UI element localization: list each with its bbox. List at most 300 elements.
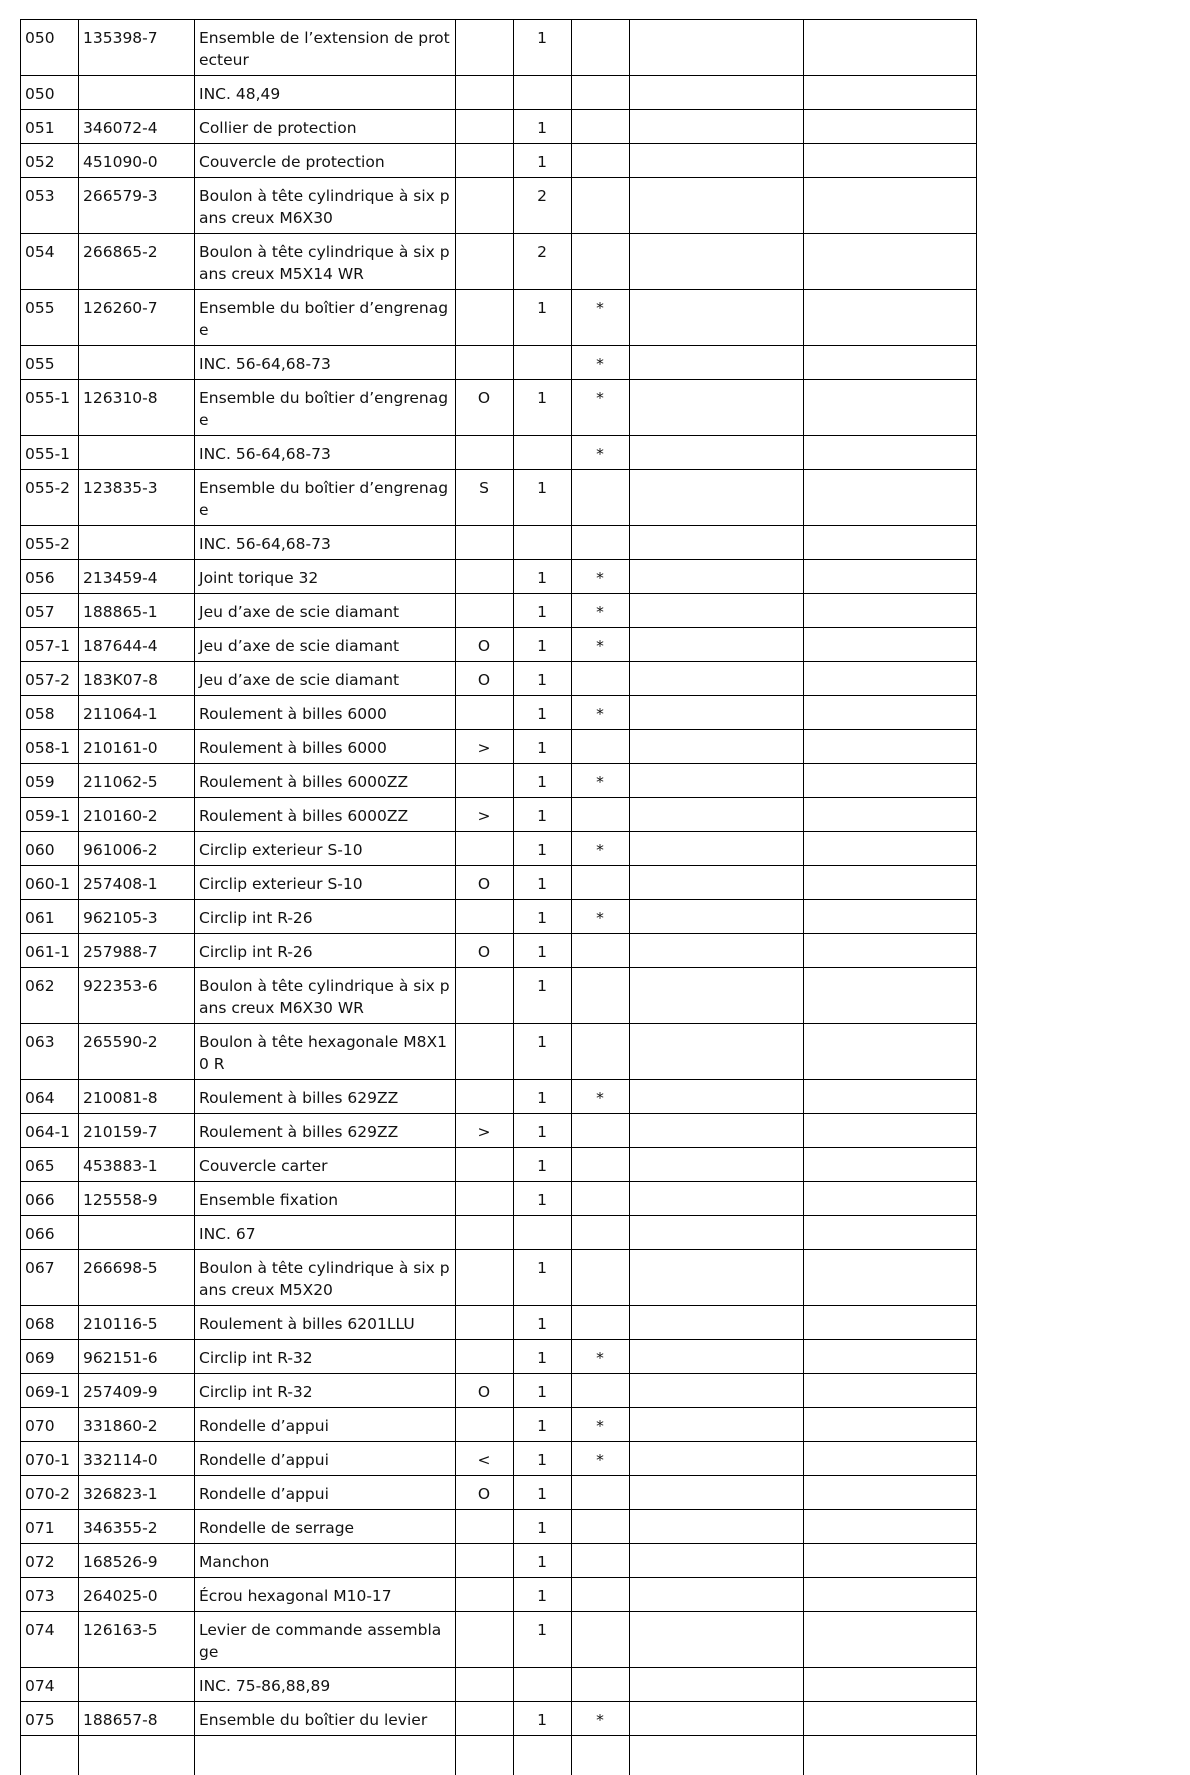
part-no-cell: 451090-0 [79, 144, 195, 178]
extra-cell-2 [804, 1408, 977, 1442]
part-no-cell: 168526-9 [79, 1544, 195, 1578]
empty-cell [630, 1736, 804, 1775]
note-cell [456, 1668, 514, 1702]
mark-cell [572, 934, 630, 968]
qty-cell: 1 [514, 1544, 572, 1578]
table-row [21, 470, 977, 526]
extra-cell-2 [804, 900, 977, 934]
note-cell [456, 1024, 514, 1080]
part-no-cell: 213459-4 [79, 560, 195, 594]
mark-cell [572, 1148, 630, 1182]
mark-cell [572, 1024, 630, 1080]
extra-cell-2 [804, 178, 977, 234]
note-cell [456, 1148, 514, 1182]
description-cell: INC. 67 [195, 1216, 456, 1250]
note-cell [456, 1216, 514, 1250]
note-cell [456, 1510, 514, 1544]
qty-cell: 1 [514, 764, 572, 798]
mark-cell [572, 20, 630, 76]
part-no-cell: 210081-8 [79, 1080, 195, 1114]
extra-cell-1 [630, 1114, 804, 1148]
qty-cell: 1 [514, 1080, 572, 1114]
table-row [21, 290, 977, 346]
table-row [21, 1340, 977, 1374]
item-no-cell: 058-1 [21, 730, 79, 764]
note-cell [456, 764, 514, 798]
note-cell [456, 436, 514, 470]
extra-cell-1 [630, 1612, 804, 1668]
table-row [21, 380, 977, 436]
note-cell: > [456, 1114, 514, 1148]
table-row [21, 1114, 977, 1148]
extra-cell-1 [630, 234, 804, 290]
item-no-cell: 055-2 [21, 470, 79, 526]
mark-cell [572, 1578, 630, 1612]
table-row-continuation [21, 1736, 977, 1775]
part-no-cell: 331860-2 [79, 1408, 195, 1442]
item-no-cell: 059-1 [21, 798, 79, 832]
item-no-cell: 061-1 [21, 934, 79, 968]
description-cell: Levier de commande assemblage [195, 1612, 456, 1668]
mark-cell: * [572, 436, 630, 470]
note-cell: > [456, 798, 514, 832]
qty-cell: 1 [514, 798, 572, 832]
extra-cell-1 [630, 798, 804, 832]
table-row [21, 730, 977, 764]
part-no-cell: 126163-5 [79, 1612, 195, 1668]
extra-cell-2 [804, 560, 977, 594]
extra-cell-1 [630, 866, 804, 900]
empty-cell [572, 1736, 630, 1775]
qty-cell: 2 [514, 234, 572, 290]
extra-cell-2 [804, 1148, 977, 1182]
description-cell: Boulon à tête cylindrique à six pans creux M5X20 [195, 1250, 456, 1306]
part-no-cell: 962151-6 [79, 1340, 195, 1374]
item-no-cell: 070 [21, 1408, 79, 1442]
note-cell [456, 1612, 514, 1668]
part-no-cell: 210116-5 [79, 1306, 195, 1340]
part-no-cell: 257988-7 [79, 934, 195, 968]
extra-cell-1 [630, 1080, 804, 1114]
extra-cell-1 [630, 1510, 804, 1544]
part-no-cell: 264025-0 [79, 1578, 195, 1612]
extra-cell-2 [804, 1250, 977, 1306]
description-cell: Rondelle d’appui [195, 1476, 456, 1510]
description-cell: Circlip int R-32 [195, 1374, 456, 1408]
item-no-cell: 058 [21, 696, 79, 730]
item-no-cell: 057-1 [21, 628, 79, 662]
table-row [21, 1182, 977, 1216]
item-no-cell: 069 [21, 1340, 79, 1374]
qty-cell: 1 [514, 1374, 572, 1408]
qty-cell: 1 [514, 662, 572, 696]
note-cell [456, 594, 514, 628]
extra-cell-2 [804, 526, 977, 560]
extra-cell-1 [630, 380, 804, 436]
extra-cell-1 [630, 696, 804, 730]
part-no-cell [79, 1216, 195, 1250]
description-cell: Roulement à billes 629ZZ [195, 1080, 456, 1114]
extra-cell-1 [630, 1148, 804, 1182]
part-no-cell: 266579-3 [79, 178, 195, 234]
extra-cell-2 [804, 1024, 977, 1080]
description-cell: Ensemble fixation [195, 1182, 456, 1216]
table-row [21, 1476, 977, 1510]
qty-cell: 1 [514, 832, 572, 866]
description-cell: INC. 56-64,68-73 [195, 526, 456, 560]
table-row [21, 178, 977, 234]
description-cell: Ensemble de l’extension de protecteur [195, 20, 456, 76]
table-row [21, 1216, 977, 1250]
extra-cell-1 [630, 470, 804, 526]
item-no-cell: 061 [21, 900, 79, 934]
item-no-cell: 066 [21, 1182, 79, 1216]
part-no-cell: 125558-9 [79, 1182, 195, 1216]
item-no-cell: 050 [21, 20, 79, 76]
part-no-cell [79, 1668, 195, 1702]
description-cell: INC. 56-64,68-73 [195, 346, 456, 380]
description-cell: INC. 48,49 [195, 76, 456, 110]
qty-cell: 1 [514, 696, 572, 730]
qty-cell: 1 [514, 560, 572, 594]
item-no-cell: 054 [21, 234, 79, 290]
mark-cell [572, 234, 630, 290]
description-cell: Couvercle carter [195, 1148, 456, 1182]
parts-list-body [21, 20, 977, 1775]
qty-cell: 1 [514, 470, 572, 526]
extra-cell-1 [630, 76, 804, 110]
table-row [21, 110, 977, 144]
note-cell [456, 178, 514, 234]
note-cell: O [456, 662, 514, 696]
note-cell: < [456, 1442, 514, 1476]
item-no-cell: 055-2 [21, 526, 79, 560]
description-cell: Circlip exterieur S-10 [195, 832, 456, 866]
qty-cell: 1 [514, 866, 572, 900]
item-no-cell: 055-1 [21, 380, 79, 436]
extra-cell-1 [630, 1250, 804, 1306]
item-no-cell: 057-2 [21, 662, 79, 696]
empty-cell [514, 1736, 572, 1775]
qty-cell: 2 [514, 178, 572, 234]
mark-cell [572, 110, 630, 144]
note-cell [456, 20, 514, 76]
extra-cell-2 [804, 968, 977, 1024]
qty-cell: 1 [514, 1306, 572, 1340]
extra-cell-1 [630, 594, 804, 628]
extra-cell-1 [630, 290, 804, 346]
part-no-cell: 211064-1 [79, 696, 195, 730]
item-no-cell: 067 [21, 1250, 79, 1306]
description-cell: Circlip int R-32 [195, 1340, 456, 1374]
mark-cell [572, 1306, 630, 1340]
note-cell [456, 346, 514, 380]
qty-cell: 1 [514, 1578, 572, 1612]
table-row [21, 934, 977, 968]
mark-cell: * [572, 1080, 630, 1114]
table-row [21, 76, 977, 110]
item-no-cell: 075 [21, 1702, 79, 1736]
description-cell: Rondelle d’appui [195, 1442, 456, 1476]
mark-cell: * [572, 1702, 630, 1736]
extra-cell-2 [804, 1578, 977, 1612]
mark-cell: * [572, 900, 630, 934]
mark-cell: * [572, 290, 630, 346]
note-cell [456, 1702, 514, 1736]
extra-cell-2 [804, 144, 977, 178]
note-cell [456, 968, 514, 1024]
part-no-cell: 126310-8 [79, 380, 195, 436]
description-cell: Circlip int R-26 [195, 900, 456, 934]
part-no-cell: 346355-2 [79, 1510, 195, 1544]
item-no-cell: 073 [21, 1578, 79, 1612]
description-cell: Roulement à billes 6000ZZ [195, 764, 456, 798]
description-cell: Circlip int R-26 [195, 934, 456, 968]
note-cell [456, 832, 514, 866]
part-no-cell: 188657-8 [79, 1702, 195, 1736]
item-no-cell: 050 [21, 76, 79, 110]
extra-cell-2 [804, 110, 977, 144]
table-row [21, 1702, 977, 1736]
qty-cell [514, 1216, 572, 1250]
table-row [21, 1544, 977, 1578]
note-cell [456, 1250, 514, 1306]
description-cell: Roulement à billes 6000 [195, 730, 456, 764]
mark-cell: * [572, 1340, 630, 1374]
extra-cell-1 [630, 1182, 804, 1216]
qty-cell: 1 [514, 1408, 572, 1442]
extra-cell-1 [630, 436, 804, 470]
empty-cell [804, 1736, 977, 1775]
table-row [21, 346, 977, 380]
note-cell [456, 234, 514, 290]
mark-cell [572, 526, 630, 560]
description-cell: Rondelle de serrage [195, 1510, 456, 1544]
part-no-cell [79, 76, 195, 110]
empty-cell [456, 1736, 514, 1775]
item-no-cell: 068 [21, 1306, 79, 1340]
qty-cell: 1 [514, 290, 572, 346]
description-cell: Roulement à billes 6000 [195, 696, 456, 730]
qty-cell: 1 [514, 20, 572, 76]
part-no-cell: 346072-4 [79, 110, 195, 144]
part-no-cell: 188865-1 [79, 594, 195, 628]
note-cell: O [456, 1476, 514, 1510]
table-row [21, 1250, 977, 1306]
note-cell [456, 696, 514, 730]
extra-cell-2 [804, 1340, 977, 1374]
qty-cell [514, 76, 572, 110]
description-cell: Manchon [195, 1544, 456, 1578]
extra-cell-1 [630, 110, 804, 144]
extra-cell-2 [804, 866, 977, 900]
item-no-cell: 051 [21, 110, 79, 144]
part-no-cell: 453883-1 [79, 1148, 195, 1182]
table-row [21, 866, 977, 900]
qty-cell [514, 1668, 572, 1702]
extra-cell-1 [630, 832, 804, 866]
part-no-cell: 257409-9 [79, 1374, 195, 1408]
description-cell: Circlip exterieur S-10 [195, 866, 456, 900]
item-no-cell: 055-1 [21, 436, 79, 470]
mark-cell: * [572, 628, 630, 662]
note-cell [456, 290, 514, 346]
extra-cell-2 [804, 1442, 977, 1476]
extra-cell-2 [804, 290, 977, 346]
part-no-cell: 126260-7 [79, 290, 195, 346]
extra-cell-1 [630, 662, 804, 696]
note-cell: O [456, 1374, 514, 1408]
description-cell: Boulon à tête cylindrique à six pans creux M6X30 WR [195, 968, 456, 1024]
item-no-cell: 053 [21, 178, 79, 234]
item-no-cell: 060-1 [21, 866, 79, 900]
extra-cell-1 [630, 1442, 804, 1476]
table-row [21, 798, 977, 832]
note-cell: O [456, 380, 514, 436]
extra-cell-2 [804, 594, 977, 628]
mark-cell: * [572, 1442, 630, 1476]
description-cell: Roulement à billes 6000ZZ [195, 798, 456, 832]
table-row [21, 764, 977, 798]
extra-cell-2 [804, 1476, 977, 1510]
qty-cell: 1 [514, 380, 572, 436]
extra-cell-2 [804, 1544, 977, 1578]
empty-cell [21, 1736, 79, 1775]
table-row [21, 968, 977, 1024]
extra-cell-1 [630, 346, 804, 380]
extra-cell-2 [804, 1080, 977, 1114]
qty-cell: 1 [514, 1612, 572, 1668]
table-row [21, 1148, 977, 1182]
mark-cell [572, 1668, 630, 1702]
description-cell: Roulement à billes 629ZZ [195, 1114, 456, 1148]
qty-cell: 1 [514, 594, 572, 628]
extra-cell-2 [804, 1612, 977, 1668]
description-cell: Ensemble du boîtier d’engrenage [195, 380, 456, 436]
part-no-cell: 257408-1 [79, 866, 195, 900]
item-no-cell: 052 [21, 144, 79, 178]
item-no-cell: 055 [21, 290, 79, 346]
part-no-cell: 135398-7 [79, 20, 195, 76]
qty-cell: 1 [514, 1182, 572, 1216]
description-cell: Jeu d’axe de scie diamant [195, 662, 456, 696]
mark-cell [572, 144, 630, 178]
mark-cell [572, 866, 630, 900]
qty-cell: 1 [514, 110, 572, 144]
table-row [21, 696, 977, 730]
extra-cell-2 [804, 764, 977, 798]
note-cell [456, 560, 514, 594]
part-no-cell [79, 526, 195, 560]
description-cell: Boulon à tête cylindrique à six pans creux M5X14 WR [195, 234, 456, 290]
mark-cell [572, 662, 630, 696]
table-row [21, 144, 977, 178]
table-row [21, 1306, 977, 1340]
mark-cell [572, 1510, 630, 1544]
mark-cell: * [572, 594, 630, 628]
qty-cell [514, 526, 572, 560]
mark-cell [572, 1216, 630, 1250]
mark-cell: * [572, 380, 630, 436]
mark-cell [572, 798, 630, 832]
part-no-cell [79, 436, 195, 470]
part-no-cell [79, 346, 195, 380]
table-row [21, 1510, 977, 1544]
mark-cell [572, 1612, 630, 1668]
note-cell [456, 1080, 514, 1114]
description-cell: Écrou hexagonal M10-17 [195, 1578, 456, 1612]
extra-cell-2 [804, 20, 977, 76]
description-cell: Jeu d’axe de scie diamant [195, 594, 456, 628]
mark-cell [572, 470, 630, 526]
mark-cell [572, 1374, 630, 1408]
table-row [21, 1612, 977, 1668]
qty-cell [514, 346, 572, 380]
extra-cell-1 [630, 730, 804, 764]
table-row [21, 20, 977, 76]
extra-cell-1 [630, 1476, 804, 1510]
item-no-cell: 060 [21, 832, 79, 866]
mark-cell [572, 76, 630, 110]
description-cell: Ensemble du boîtier d’engrenage [195, 290, 456, 346]
extra-cell-1 [630, 20, 804, 76]
item-no-cell: 072 [21, 1544, 79, 1578]
extra-cell-1 [630, 1216, 804, 1250]
mark-cell: * [572, 696, 630, 730]
note-cell [456, 1544, 514, 1578]
extra-cell-2 [804, 1182, 977, 1216]
part-no-cell: 123835-3 [79, 470, 195, 526]
note-cell [456, 1578, 514, 1612]
qty-cell: 1 [514, 1148, 572, 1182]
extra-cell-1 [630, 1408, 804, 1442]
qty-cell: 1 [514, 144, 572, 178]
extra-cell-1 [630, 968, 804, 1024]
qty-cell: 1 [514, 1510, 572, 1544]
note-cell: O [456, 866, 514, 900]
extra-cell-1 [630, 1668, 804, 1702]
item-no-cell: 066 [21, 1216, 79, 1250]
part-no-cell: 210159-7 [79, 1114, 195, 1148]
qty-cell: 1 [514, 628, 572, 662]
extra-cell-2 [804, 1668, 977, 1702]
qty-cell: 1 [514, 1340, 572, 1374]
part-no-cell: 326823-1 [79, 1476, 195, 1510]
table-row [21, 1578, 977, 1612]
extra-cell-1 [630, 526, 804, 560]
extra-cell-1 [630, 560, 804, 594]
table-row [21, 628, 977, 662]
mark-cell: * [572, 832, 630, 866]
mark-cell [572, 1182, 630, 1216]
empty-cell [195, 1736, 456, 1775]
note-cell: > [456, 730, 514, 764]
item-no-cell: 055 [21, 346, 79, 380]
note-cell [456, 1340, 514, 1374]
extra-cell-2 [804, 1702, 977, 1736]
qty-cell: 1 [514, 968, 572, 1024]
qty-cell: 1 [514, 1024, 572, 1080]
qty-cell: 1 [514, 1476, 572, 1510]
part-no-cell: 332114-0 [79, 1442, 195, 1476]
mark-cell [572, 968, 630, 1024]
qty-cell: 1 [514, 1442, 572, 1476]
note-cell: O [456, 628, 514, 662]
table-row [21, 832, 977, 866]
extra-cell-2 [804, 380, 977, 436]
qty-cell: 1 [514, 1250, 572, 1306]
item-no-cell: 063 [21, 1024, 79, 1080]
